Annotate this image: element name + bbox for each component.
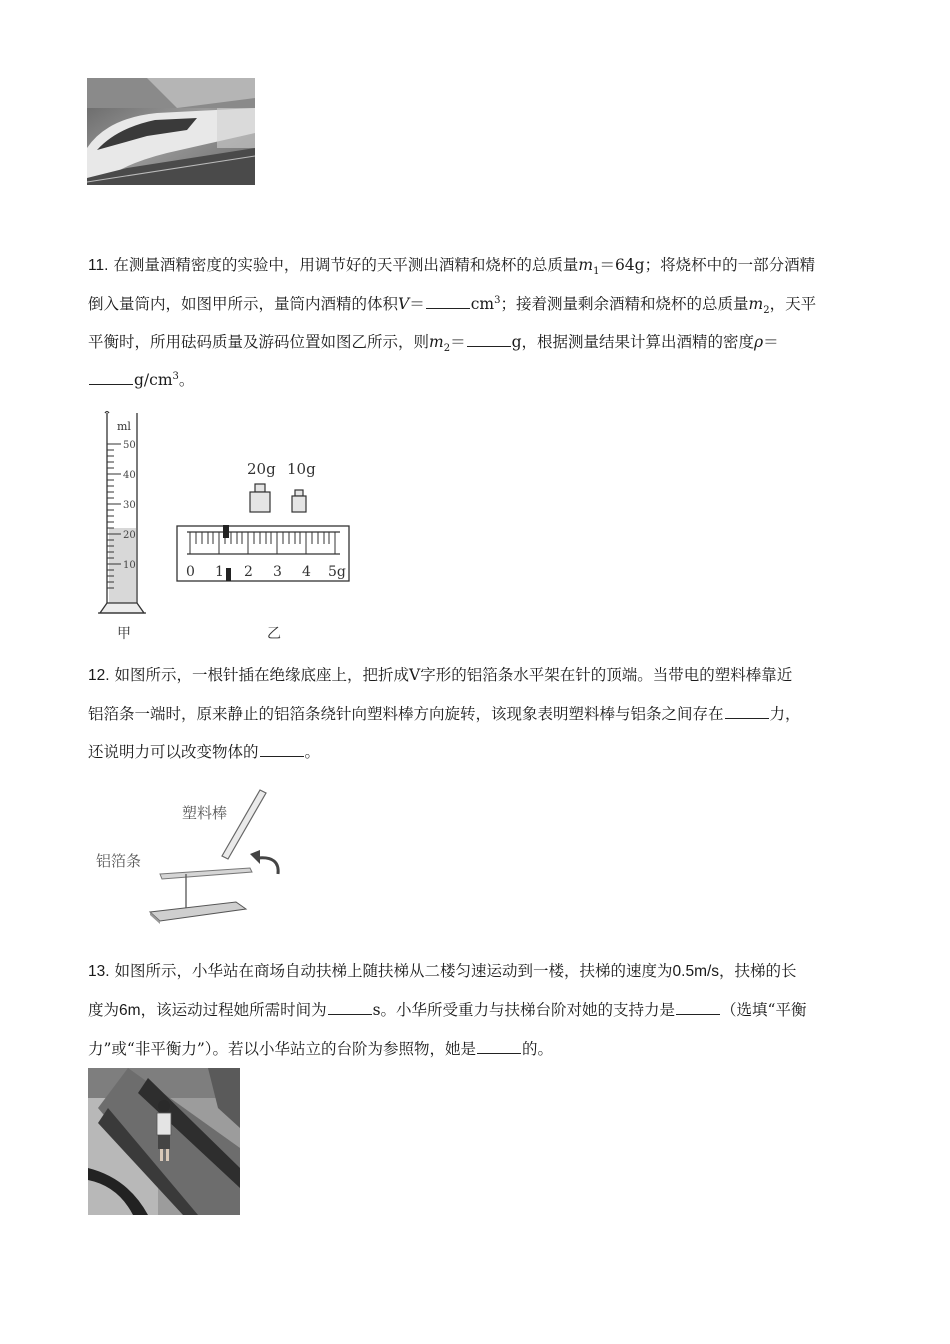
foil-strip-label: 铝箔条: [96, 852, 142, 870]
svg-text:20: 20: [123, 530, 136, 541]
plastic-rod-label: 塑料棒: [182, 804, 228, 822]
answer-blank[interactable]: [725, 702, 769, 719]
svg-text:40: 40: [123, 470, 136, 481]
svg-text:2: 2: [244, 564, 253, 580]
question-number: 13.: [88, 963, 110, 980]
question-13: 13. 如图所示，小华站在商场自动扶梯上随扶梯从二楼匀速运动到一楼，扶梯的速度为0.5m/s，扶梯的长 度为6m，该运动过程她所需时间为 s。小华所受重力与扶梯台阶对她的支持力是 （选填“平衡 力”或“非平衡力”）。若以小华站立的台阶为参照物，她是 的。: [88, 962, 807, 1058]
insulated-base: [150, 902, 246, 921]
figure-12: [90, 784, 340, 932]
weight-10g-icon: [292, 490, 306, 512]
svg-text:30: 30: [123, 500, 136, 511]
answer-blank[interactable]: [89, 368, 133, 385]
answer-blank[interactable]: [467, 330, 511, 347]
answer-blank[interactable]: [328, 998, 372, 1015]
svg-text:3: 3: [273, 564, 282, 580]
svg-text:10g: 10g: [287, 460, 316, 478]
answer-blank[interactable]: [676, 998, 720, 1015]
svg-text:ml: ml: [117, 420, 131, 433]
question-12: 12. 如图所示，一根针插在绝缘底座上，把折成V字形的铝箔条水平架在针的顶端。当带电的塑料棒靠近 铝箔条一端时，原来静止的铝箔条绕针向塑料棒方向旋转，该现象表明塑料棒与铝条之间存在 力， 还说明力可以改变物体的 。: [88, 666, 801, 761]
question-11: 11. 在测量酒精密度的实验中，用调节好的天平测出酒精和烧杯的总质量$m_1=64g$；将烧杯中的一部分酒精 倒入量筒内，如图甲所示，量筒内酒精的体积$V= cm^3$；接着测量剩余酒精和烧杯的总质量$m_2$，天平 平衡时，所用砝码质量及游码位置如图乙所示，则$m_2= g$，根据测量结果计算出酒精的密度ρ＝ $g/cm^3$。: [88, 256, 817, 389]
graduated-cylinder: [98, 412, 146, 614]
figure-label-yi: 乙: [267, 626, 281, 642]
train-photo: [87, 78, 255, 185]
foil-strip: [160, 868, 252, 879]
weight-20g-icon: [250, 484, 270, 512]
svg-text:0: 0: [186, 564, 195, 580]
svg-text:10: 10: [123, 560, 136, 571]
svg-text:5g: 5g: [328, 564, 346, 580]
plastic-rod: [222, 790, 266, 859]
rider-bottom: [226, 568, 231, 581]
answer-blank[interactable]: [260, 740, 304, 757]
answer-blank[interactable]: [477, 1037, 521, 1054]
svg-text:50: 50: [123, 440, 136, 451]
figure-label-jia: 甲: [117, 626, 131, 642]
beam-scale: [177, 526, 349, 581]
answer-blank[interactable]: [426, 292, 470, 309]
question-number: 12.: [88, 667, 110, 684]
rotation-arrow-icon: [258, 858, 278, 874]
question-number: 11.: [88, 257, 109, 274]
figure-11: [95, 408, 365, 646]
svg-text:4: 4: [302, 564, 311, 580]
svg-text:1: 1: [215, 564, 224, 580]
rider-top: [223, 525, 229, 538]
svg-text:20g: 20g: [247, 460, 276, 478]
escalator-photo: [88, 1068, 240, 1215]
